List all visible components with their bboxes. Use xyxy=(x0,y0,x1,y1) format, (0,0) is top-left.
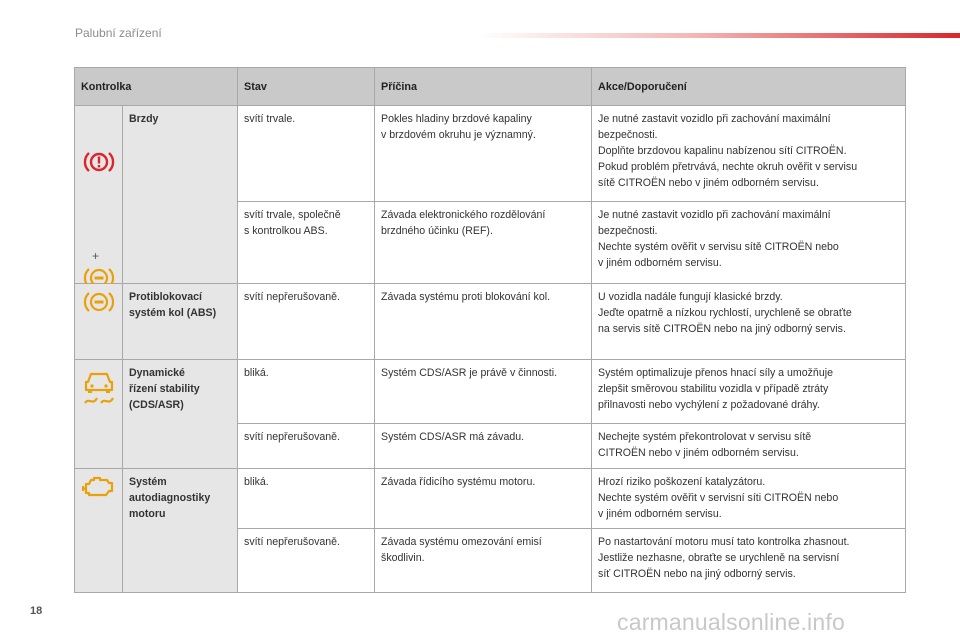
text-line: Systém optimalizuje přenos hnací síly a umožňuje xyxy=(598,367,833,379)
col-header-kontrolka: Kontrolka xyxy=(75,68,238,106)
row-pricina: Závada řídicího systému motoru. xyxy=(375,469,592,529)
text-line: v jiném odborném servisu. xyxy=(598,508,722,520)
text-line: přilnavosti nebo vychýlení z požadované dráhy. xyxy=(598,399,820,411)
watermark-text: carmanualsonline.info xyxy=(617,609,845,635)
row-stav: bliká. xyxy=(238,469,375,529)
row-stav: svítí nepřerušovaně. xyxy=(238,424,375,469)
text-line: brzdného účinku (REF). xyxy=(381,225,493,237)
page-number: 18 xyxy=(30,605,43,617)
text-line: svítí trvale, společně xyxy=(244,209,341,221)
text-line: Nechejte systém překontrolovat v servisu sítě xyxy=(598,431,812,443)
row-akce xyxy=(592,469,906,529)
text-line: síť CITROËN nebo na jiný odborný servis. xyxy=(598,568,796,580)
text-line: Závada systému omezování emisí xyxy=(381,536,542,548)
brake-icon-cell xyxy=(75,106,123,284)
row-name-brzdy: Brzdy xyxy=(123,106,238,284)
header-accent-line xyxy=(478,33,960,38)
text-line: s kontrolkou ABS. xyxy=(244,225,328,237)
text-line: Je nutné zastavit vozidlo při zachování maximální xyxy=(598,209,831,221)
row-pricina: Systém CDS/ASR je právě v činnosti. xyxy=(375,360,592,424)
row-stav xyxy=(238,202,375,284)
text-line: Po nastartování motoru musí tato kontrolka zhasnout. xyxy=(598,536,850,548)
row-name-abs xyxy=(123,284,238,360)
plus-sign: + xyxy=(92,249,100,263)
text-line: Nechte systém ověřit v servisu sítě CITROËN nebo xyxy=(598,241,839,253)
engine-check-icon xyxy=(75,475,123,499)
col-header-stav: Stav xyxy=(238,68,375,106)
text-line: autodiagnostiky xyxy=(129,492,211,504)
row-pricina: Závada systému proti blokování kol. xyxy=(375,284,592,360)
text-line: bezpečnosti. xyxy=(598,129,658,141)
table-row xyxy=(75,360,906,424)
text-line: Doplňte brzdovou kapalinu nabízenou sítí CITROËN. xyxy=(598,145,847,157)
row-akce xyxy=(592,529,906,593)
text-line: řízení stability xyxy=(129,383,200,395)
text-line: Jestliže nezhasne, obraťte se urychleně na servisní xyxy=(598,552,840,564)
abs-warning-icon xyxy=(75,290,123,314)
page-header-title: Palubní zařízení xyxy=(75,26,162,40)
text-line: škodlivin. xyxy=(381,552,425,564)
row-name-engine xyxy=(123,469,238,593)
text-line: Nechte systém ověřit v servisní síti CITROËN nebo xyxy=(598,492,839,504)
row-akce xyxy=(592,360,906,424)
row-stav: svítí nepřerušovaně. xyxy=(238,284,375,360)
row-akce xyxy=(592,202,906,284)
text-line: CITROËN nebo v jiném odborném servisu. xyxy=(598,447,799,459)
stability-icon-cell xyxy=(75,360,123,469)
text-line: na servis sítě CITROËN nebo na jiný odborný servis. xyxy=(598,323,846,335)
text-line: Jeďte opatrně a nízkou rychlostí, urychleně se obraťte xyxy=(598,307,852,319)
row-stav: svítí nepřerušovaně. xyxy=(238,529,375,593)
table-row xyxy=(75,284,906,360)
text-line: Je nutné zastavit vozidlo při zachování maximální xyxy=(598,113,831,125)
text-line: v jiném odborném servisu. xyxy=(598,257,722,269)
row-stav: bliká. xyxy=(238,360,375,424)
row-pricina xyxy=(375,106,592,202)
row-pricina: Systém CDS/ASR má závadu. xyxy=(375,424,592,469)
text-line: (CDS/ASR) xyxy=(129,399,184,411)
table-row xyxy=(75,469,906,529)
row-akce xyxy=(592,106,906,202)
engine-icon-cell xyxy=(75,469,123,593)
row-akce xyxy=(592,424,906,469)
text-line: Systém xyxy=(129,476,167,488)
row-name-cds-asr xyxy=(123,360,238,469)
brake-warning-icon xyxy=(75,150,123,174)
row-stav: svítí trvale. xyxy=(238,106,375,202)
text-line: Pokles hladiny brzdové kapaliny xyxy=(381,113,532,125)
warning-lights-table xyxy=(74,67,906,593)
text-line: Dynamické xyxy=(129,367,185,379)
text-line: v brzdovém okruhu je významný. xyxy=(381,129,536,141)
text-line: Hrozí riziko poškození katalyzátoru. xyxy=(598,476,766,488)
abs-icon-cell xyxy=(75,284,123,360)
text-line: systém kol (ABS) xyxy=(129,307,217,319)
row-pricina xyxy=(375,202,592,284)
text-line: sítě CITROËN nebo v jiném odborném servisu. xyxy=(598,177,819,189)
col-header-akce: Akce/Doporučení xyxy=(592,68,906,106)
table-row xyxy=(75,106,906,202)
text-line: zlepšit směrovou stabilitu vozidla v případě ztráty xyxy=(598,383,829,395)
text-line: U vozidla nadále fungují klasické brzdy. xyxy=(598,291,783,303)
col-header-pricina: Příčina xyxy=(375,68,592,106)
text-line: Pokud problém přetrvává, nechte okruh ověřit v servisu xyxy=(598,161,858,173)
row-pricina xyxy=(375,529,592,593)
text-line: motoru xyxy=(129,508,166,520)
text-line: bezpečnosti. xyxy=(598,225,658,237)
table-header-row xyxy=(75,68,906,106)
text-line: Závada elektronického rozdělování xyxy=(381,209,546,221)
stability-control-icon xyxy=(75,368,123,408)
row-akce xyxy=(592,284,906,360)
text-line: Protiblokovací xyxy=(129,291,202,303)
